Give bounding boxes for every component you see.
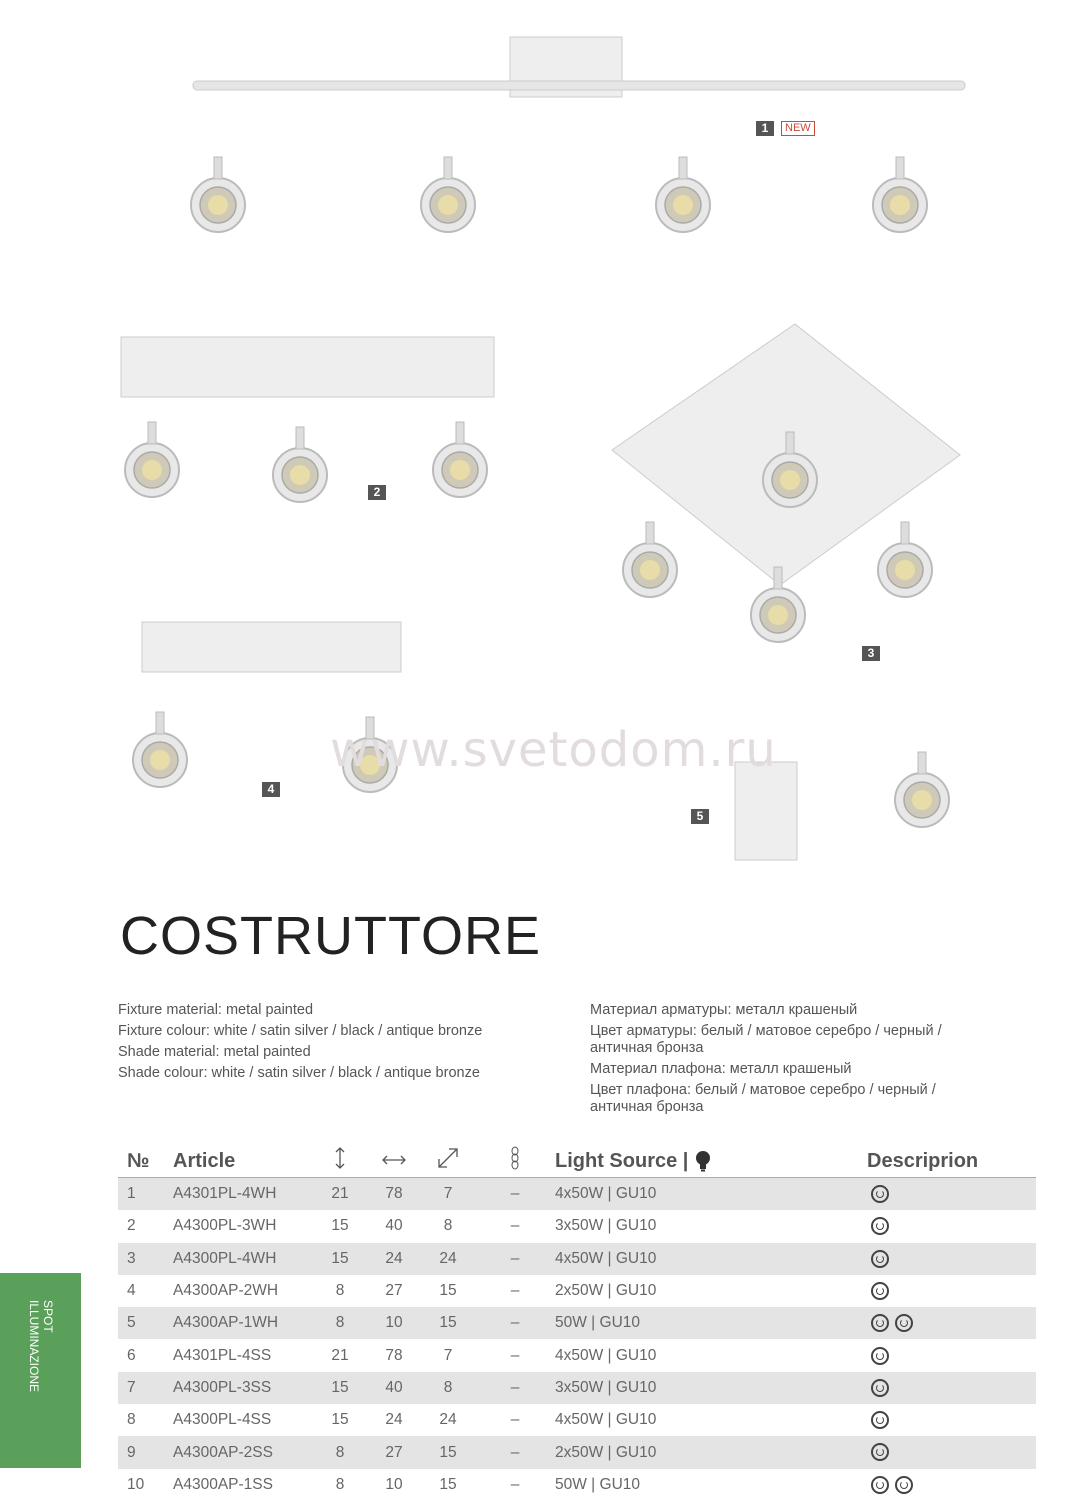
row-description [867,1339,1036,1371]
rotatable-icon [871,1347,889,1365]
row-number: 4 [127,1282,136,1300]
table-row [118,1275,1036,1307]
row-light-source: 4x50W | GU10 [555,1411,657,1429]
row-height: 8 [313,1436,367,1468]
table-row [118,1469,1036,1501]
row-width: 78 [385,1346,403,1364]
row-description [867,1436,1036,1468]
spec-line: Fixture material: metal painted [118,1002,314,1018]
row-number: 8 [127,1411,136,1429]
product-number-badge: 2 [368,485,386,500]
row-height: 8 [335,1282,345,1300]
row-number: 2 [127,1217,136,1235]
spec-line: Shade colour: white / satin silver / black / antique bronze [118,1065,480,1081]
header-number: № [118,1145,173,1178]
row-chain: – [510,1411,520,1429]
rotatable-icon [871,1476,889,1494]
row-chain: – [475,1372,555,1404]
header-light-source-label: Light Source | [555,1149,689,1172]
row-depth: 15 [421,1436,475,1468]
row-description [867,1178,1036,1211]
row-number: 7 [118,1372,173,1404]
row-depth: 15 [439,1282,457,1300]
row-number: 6 [127,1346,136,1364]
specs-russian [590,1002,990,1120]
header-light-source [555,1145,867,1178]
row-height: 15 [313,1372,367,1404]
row-depth: 7 [443,1346,453,1364]
spec-line: Shade material: metal painted [118,1044,311,1060]
row-height: 15 [331,1411,349,1429]
product-number-badge: 3 [862,646,880,661]
row-article: A4300PL-3WH [173,1217,277,1235]
row-depth: 15 [421,1307,475,1339]
table-row [118,1210,1036,1242]
row-depth: 24 [421,1243,475,1275]
table-row [118,1339,1036,1371]
row-depth: 24 [439,1411,457,1429]
row-article: A4301PL-4WH [173,1178,313,1211]
switch-icon [895,1476,913,1494]
row-description [867,1469,1036,1501]
row-chain: – [475,1178,555,1211]
row-height: 8 [335,1475,345,1493]
row-chain: – [475,1243,555,1275]
spec-line: Цвет плафона: белый / матовое серебро / черный / античная бронза [590,1082,936,1115]
row-width: 24 [385,1411,403,1429]
sidebar-line: ILLUMINAZIONE [27,1300,41,1393]
rotatable-icon [871,1185,889,1203]
new-badge: NEW [781,121,815,136]
row-article: A4300AP-1WH [173,1307,313,1339]
table-row [118,1372,1036,1404]
sidebar-line: SPOT [41,1300,55,1333]
spec-line: Материал плафона: металл крашеный [590,1061,852,1077]
spec-line: Fixture colour: white / satin silver / black / antique bronze [118,1023,483,1039]
row-width: 27 [367,1436,421,1468]
header-description: Descriprion [867,1145,1036,1178]
row-depth: 15 [439,1475,457,1493]
rotatable-icon [871,1411,889,1429]
row-chain: – [475,1436,555,1468]
watermark: www.svetodom.ru [330,722,777,778]
table-row [118,1436,1036,1468]
spec-line: Цвет арматуры: белый / матовое серебро / черный / античная бронза [590,1023,942,1056]
row-chain: – [510,1282,520,1300]
row-height: 21 [313,1178,367,1211]
row-width: 24 [367,1243,421,1275]
row-light-source: 4x50W | GU10 [555,1178,867,1211]
row-number: 1 [118,1178,173,1211]
row-article: A4300PL-3SS [173,1372,313,1404]
row-description [867,1404,1036,1436]
table-header-row [118,1145,1036,1178]
row-number: 10 [127,1475,145,1493]
specs-english [118,1000,482,1084]
spec-line: Материал арматуры: металл крашеный [590,1002,858,1018]
header-article: Article [173,1145,313,1178]
row-depth: 7 [421,1178,475,1211]
product-number-badge: 4 [262,782,280,797]
rotatable-icon [871,1443,889,1461]
row-width: 40 [385,1217,403,1235]
row-number: 5 [118,1307,173,1339]
row-width: 10 [385,1475,403,1493]
row-article: A4300PL-4SS [173,1411,272,1429]
row-chain: – [510,1346,520,1364]
row-article: A4300AP-2SS [173,1436,313,1468]
row-width: 27 [385,1282,403,1300]
row-description [867,1275,1036,1307]
row-light-source: 50W | GU10 [555,1475,641,1493]
row-article: A4301PL-4SS [173,1346,272,1364]
rotatable-icon [871,1282,889,1300]
rotatable-icon [871,1250,889,1268]
row-number: 9 [118,1436,173,1468]
table-row [118,1307,1036,1339]
row-width: 78 [367,1178,421,1211]
row-number: 3 [118,1243,173,1275]
row-chain: – [510,1217,520,1235]
row-description [867,1210,1036,1242]
row-article: A4300PL-4WH [173,1243,313,1275]
diagonal-arrow-icon [421,1145,475,1178]
row-height: 8 [313,1307,367,1339]
row-light-source: 2x50W | GU10 [555,1282,657,1300]
row-height: 15 [313,1243,367,1275]
row-chain: – [475,1307,555,1339]
table-row [118,1178,1036,1211]
row-light-source: 50W | GU10 [555,1307,867,1339]
table-row [118,1404,1036,1436]
row-depth: 8 [421,1372,475,1404]
row-width: 40 [367,1372,421,1404]
width-arrow-icon [367,1145,421,1178]
section-sidebar-label [27,1300,55,1392]
row-description [867,1307,1036,1339]
chain-icon [475,1145,555,1178]
row-light-source: 3x50W | GU10 [555,1372,867,1404]
product-table [118,1145,1036,1501]
bulb-icon [694,1150,712,1172]
product-number-badge: 1 [756,121,774,136]
rotatable-icon [871,1314,889,1332]
switch-icon [895,1314,913,1332]
row-height: 21 [331,1346,349,1364]
row-description [867,1372,1036,1404]
row-description [867,1243,1036,1275]
row-depth: 8 [443,1217,453,1235]
height-arrow-icon [313,1145,367,1178]
row-article: A4300AP-1SS [173,1475,273,1493]
product-number-badge: 5 [691,809,709,824]
row-light-source: 4x50W | GU10 [555,1243,867,1275]
row-light-source: 2x50W | GU10 [555,1436,867,1468]
row-height: 15 [331,1217,349,1235]
rotatable-icon [871,1379,889,1397]
row-width: 10 [367,1307,421,1339]
row-light-source: 4x50W | GU10 [555,1346,657,1364]
product-title: COSTRUTTORE [120,906,542,966]
row-chain: – [510,1475,520,1493]
row-article: A4300AP-2WH [173,1282,279,1300]
rotatable-icon [871,1217,889,1235]
row-light-source: 3x50W | GU10 [555,1217,657,1235]
table-row [118,1243,1036,1275]
